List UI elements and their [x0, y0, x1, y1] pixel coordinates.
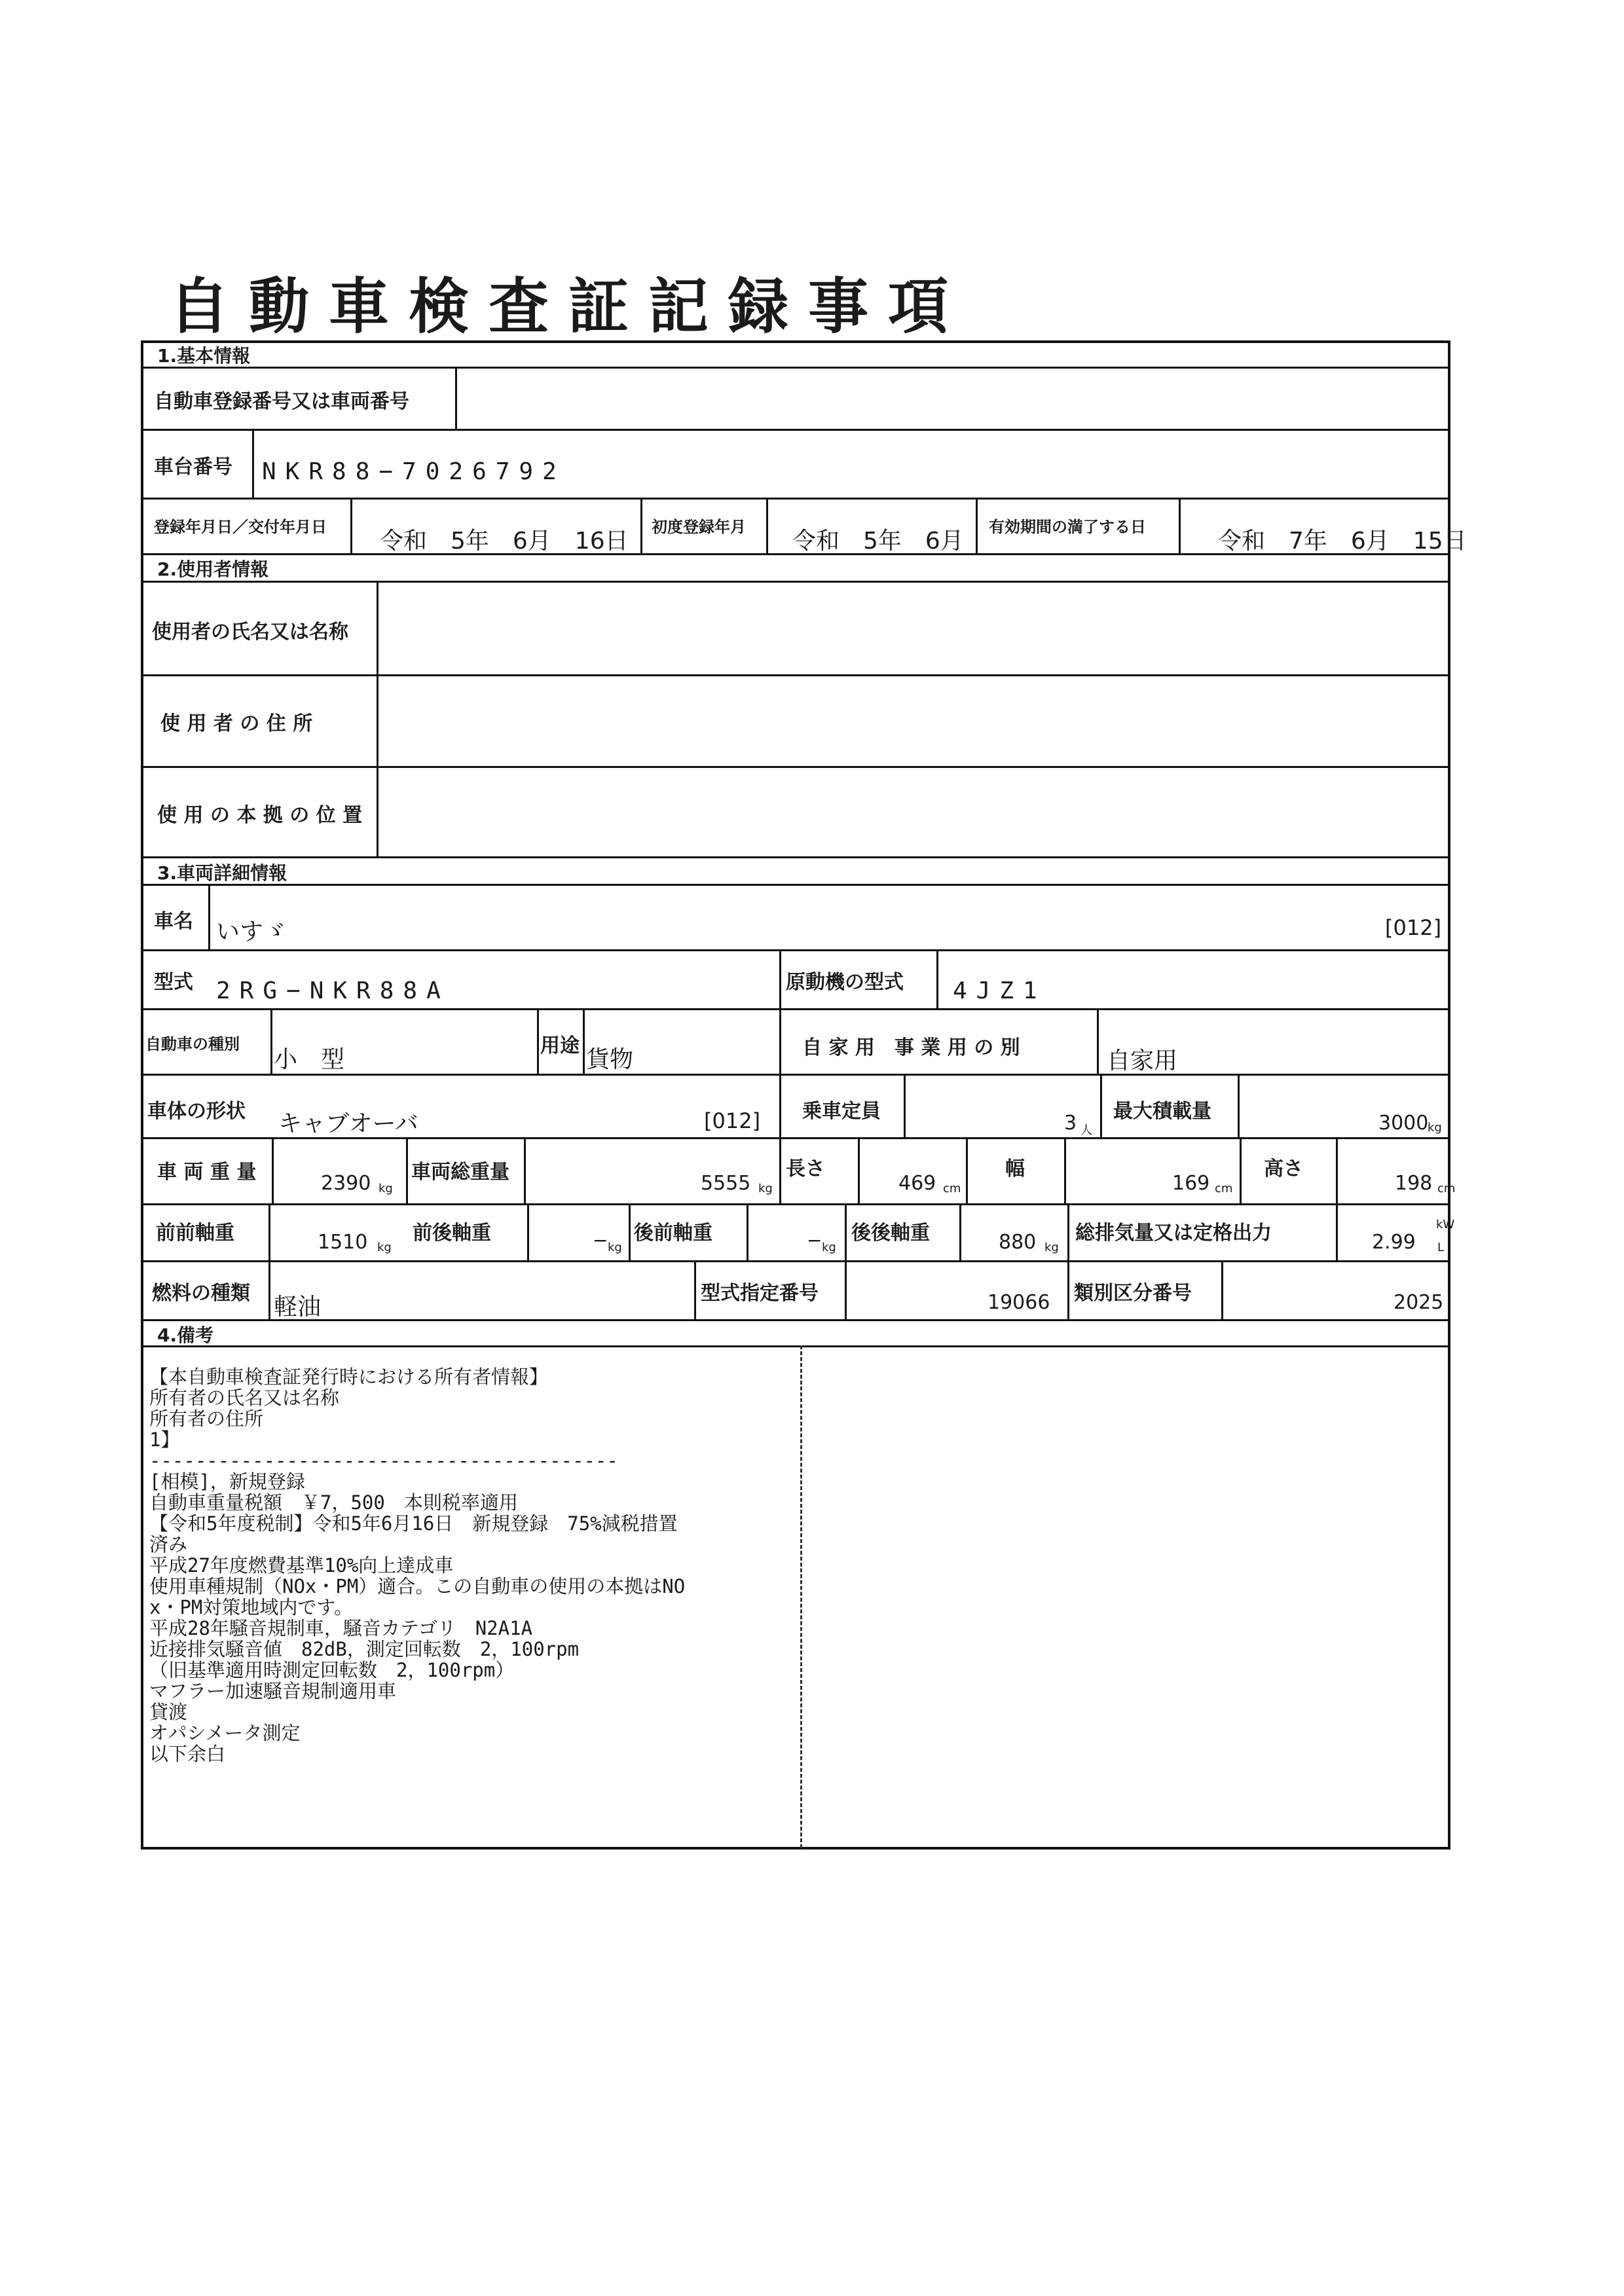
body-shape-code: [012] [704, 1108, 761, 1133]
front-rear-axle-unit: kg [608, 1241, 622, 1254]
gross-weight-value: 5555 [701, 1172, 751, 1195]
gross-weight-unit: kg [758, 1182, 773, 1195]
displacement-label: 総排気量又は定格出力 [1075, 1222, 1272, 1245]
rule [936, 949, 938, 1008]
body-shape-label: 車体の形状 [147, 1100, 246, 1123]
rule [1067, 1203, 1069, 1260]
capacity-unit: 人 [1080, 1123, 1092, 1137]
rule [1336, 1137, 1338, 1203]
model-label: 型式 [154, 971, 193, 994]
model-value: 2RG−NKR88A [216, 977, 450, 1004]
rule [966, 1137, 968, 1203]
remarks-line: 自動車重量税額 ￥7，500 本則税率適用 [149, 1491, 518, 1514]
rule [268, 1260, 270, 1319]
rule [141, 1319, 1450, 1321]
rule [141, 1203, 1450, 1205]
front-rear-axle-value: − [593, 1230, 608, 1251]
rule [141, 1008, 1450, 1010]
rule [141, 949, 1450, 951]
rule [141, 674, 1450, 676]
registration-number-label: 自動車登録番号又は車両番号 [154, 390, 409, 413]
max-load-label: 最大積載量 [1113, 1100, 1211, 1123]
rule [779, 1137, 781, 1203]
rule [141, 429, 1450, 431]
remarks-line: 1】 [149, 1429, 180, 1451]
rule [524, 1137, 526, 1203]
remarks-line: [相模]，新規登録 [149, 1470, 305, 1493]
rule [1336, 1203, 1338, 1260]
designation-number-value: 19066 [987, 1291, 1050, 1314]
first-registration-label: 初度登録年月 [652, 518, 746, 536]
remarks-line: 近接排気騒音値 82dB，測定回転数 2，100rpm [149, 1638, 580, 1660]
registration-date-label: 登録年月日／交付年月日 [154, 518, 327, 536]
section3-heading: 3.車両詳細情報 [157, 862, 287, 884]
height-unit: cm [1437, 1182, 1456, 1195]
usage-label: 用途 [540, 1034, 580, 1057]
fuel-type-label: 燃料の種類 [152, 1282, 250, 1305]
rule [779, 1074, 781, 1137]
vehicle-type-label: 自動車の種別 [145, 1035, 240, 1053]
length-unit: cm [943, 1182, 961, 1195]
remarks-line: 平成27年度燃費基準10%向上達成車 [149, 1554, 454, 1576]
rule [858, 1137, 860, 1203]
engine-model-label: 原動機の型式 [786, 971, 904, 994]
remarks-line: 【令和5年度税制】令和5年6月16日 新規登録 75%減税措置 [149, 1512, 678, 1535]
rule [904, 1074, 906, 1137]
displacement-value: 2.99 [1372, 1231, 1416, 1254]
rule [252, 429, 254, 498]
rule [640, 498, 642, 553]
rule [629, 1203, 631, 1260]
remarks-text [149, 1345, 685, 1785]
rule [779, 1008, 781, 1074]
capacity-label: 乗車定員 [802, 1100, 881, 1123]
gross-weight-label: 車両総重量 [411, 1161, 509, 1184]
height-label: 高さ [1264, 1157, 1303, 1180]
usage-value: 貨物 [586, 1046, 634, 1073]
page-title: 自動車検査証記録事項 [169, 271, 969, 342]
width-unit: cm [1215, 1182, 1233, 1195]
fuel-type-value: 軽油 [274, 1294, 322, 1321]
rule [1221, 1260, 1223, 1319]
rule [779, 949, 781, 1008]
rule [350, 498, 352, 553]
chassis-number-label: 車台番号 [154, 456, 232, 479]
front-front-axle-value: 1510 [318, 1231, 368, 1254]
front-rear-axle-label: 前後軸重 [413, 1222, 491, 1245]
vehicle-make-code: [012] [1385, 915, 1442, 940]
remarks-line: 平成28年騒音規制車，騒音カテゴリ N2A1A [149, 1617, 533, 1639]
remarks-line: 以下余白 [149, 1743, 226, 1765]
length-value: 469 [898, 1172, 936, 1195]
rule [845, 1203, 847, 1260]
private-business-value: 自家用 [1107, 1048, 1178, 1074]
rule [1240, 1137, 1242, 1203]
capacity-value: 3 [1064, 1112, 1077, 1135]
rule [141, 884, 1450, 886]
max-load-unit: kg [1428, 1121, 1442, 1135]
vehicle-weight-label: 車 両 重 量 [157, 1161, 257, 1184]
expiry-date-label: 有効期間の満了する日 [989, 518, 1146, 536]
remarks-line: （旧基準適用時測定回転数 2，100rpm） [149, 1659, 515, 1681]
rule [455, 367, 457, 429]
rule [272, 1137, 274, 1203]
class-number-value: 2025 [1393, 1291, 1444, 1314]
rear-front-axle-label: 後前軸重 [634, 1222, 712, 1245]
remarks-line: オパシメータ測定 [149, 1722, 301, 1744]
chassis-number-value: NKR88−7026792 [262, 458, 566, 485]
registration-date-value: 令和 5年 6月 16日 [380, 528, 629, 555]
vehicle-weight-unit: kg [378, 1182, 393, 1195]
front-front-axle-label: 前前軸重 [156, 1222, 234, 1245]
rule [1100, 1074, 1102, 1137]
rule [766, 498, 768, 553]
section4-heading: 4.備考 [157, 1324, 214, 1346]
length-label: 長さ [786, 1157, 825, 1180]
rule [1238, 1074, 1240, 1137]
rear-rear-axle-value: 880 [999, 1231, 1037, 1254]
remarks-line: 貸渡 [149, 1701, 188, 1723]
base-location-label: 使 用 の 本 拠 の 位 置 [157, 804, 363, 827]
rule [208, 884, 210, 949]
vehicle-type-value: 小 型 [274, 1046, 345, 1073]
rule [268, 1203, 270, 1260]
user-address-label: 使 用 者 の 住 所 [160, 712, 313, 735]
rear-rear-axle-unit: kg [1044, 1241, 1059, 1254]
rule [747, 1203, 748, 1260]
front-front-axle-unit: kg [377, 1241, 392, 1254]
rule [406, 1137, 408, 1203]
rule [527, 1203, 529, 1260]
max-load-value: 3000 [1378, 1112, 1429, 1135]
rule [270, 1008, 272, 1074]
section1-heading: 1.基本情報 [157, 345, 251, 367]
designation-number-label: 型式指定番号 [701, 1282, 819, 1305]
body-shape-value: キャブオーバ [278, 1110, 418, 1137]
rule [1067, 1260, 1069, 1319]
width-label: 幅 [1005, 1157, 1025, 1180]
rule [141, 367, 1450, 369]
user-name-label: 使用者の氏名又は名称 [152, 621, 348, 644]
vehicle-make-label: 車名 [154, 910, 193, 933]
vehicle-weight-value: 2390 [321, 1172, 371, 1195]
height-value: 198 [1395, 1172, 1433, 1195]
notes-divider [800, 1345, 802, 1848]
rule [694, 1260, 696, 1319]
remarks-line: 使用車種規制（NOx・PM）適合。この自動車の使用の本拠はNO [149, 1575, 686, 1597]
displacement-unit-kw: kW [1436, 1218, 1455, 1231]
width-value: 169 [1172, 1172, 1210, 1195]
remarks-line: 所有者の住所 [149, 1408, 264, 1430]
rule [141, 766, 1450, 768]
remarks-line: ----------------------------------------- [149, 1449, 618, 1472]
rule [141, 856, 1450, 858]
engine-model-value: 4JZ1 [953, 977, 1046, 1004]
vehicle-make-value: いすゞ [216, 919, 287, 945]
rear-rear-axle-label: 後後軸重 [851, 1222, 930, 1245]
rule [1097, 1008, 1099, 1074]
rule [537, 1008, 539, 1074]
first-registration-value: 令和 5年 6月 [792, 528, 964, 555]
private-business-label: 自 家 用 事 業 用 の 別 [802, 1036, 1020, 1059]
expiry-date-value: 令和 7年 6月 15日 [1218, 528, 1467, 555]
section2-heading: 2.使用者情報 [157, 558, 269, 580]
rear-front-axle-unit: kg [822, 1241, 836, 1254]
rule [959, 1203, 961, 1260]
rule [141, 1260, 1450, 1262]
rule [976, 498, 978, 553]
remarks-line: 済み [149, 1533, 188, 1556]
remarks-line: マフラー加速騒音規制適用車 [149, 1680, 397, 1702]
remarks-line: 【本自動車検査証発行時における所有者情報】 [149, 1366, 549, 1388]
rule [141, 498, 1450, 500]
rule [141, 581, 1450, 583]
rule [583, 1008, 585, 1074]
remarks-line: x・PM対策地域内です。 [149, 1596, 354, 1618]
rule [1064, 1137, 1066, 1203]
rule [1179, 498, 1181, 553]
rear-front-axle-value: − [807, 1230, 822, 1251]
remarks-line: 所有者の氏名又は名称 [149, 1387, 340, 1409]
class-number-label: 類別区分番号 [1074, 1282, 1192, 1305]
displacement-unit-l: L [1437, 1241, 1445, 1254]
rule [377, 581, 378, 856]
rule [845, 1260, 847, 1319]
